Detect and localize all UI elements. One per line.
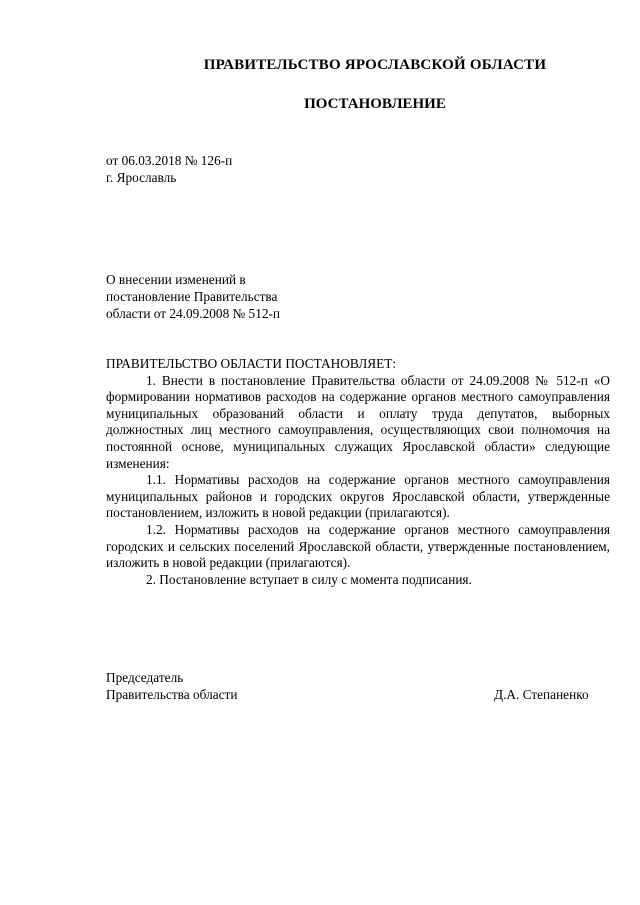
subject-line-2: постановление Правительства [106,289,278,304]
city: г. Ярославль [106,170,177,185]
paragraph-2: 2. Постановление вступает в силу с момента подписания. [146,571,472,587]
paragraph-1-1: 1.1. Нормативы расходов на содержание органов местного самоуправления муниципальных районов и городских округов Ярославской области, утвержденные постановлением, изложить в новой редакции (прилагаются). [106,472,610,521]
date-number: от 06.03.2018 № 126-п [106,153,233,168]
government-title: ПРАВИТЕЛЬСТВО ЯРОСЛАВСКОЙ ОБЛАСТИ [203,57,547,73]
subject-line-3: области от 24.09.2008 № 512-п [106,306,281,321]
subject-line-1: О внесении изменений в [106,272,246,287]
resolves-heading: ПРАВИТЕЛЬСТВО ОБЛАСТИ ПОСТАНОВЛЯЕТ: [106,356,397,371]
paragraph-1-2: 1.2. Нормативы расходов на содержание органов местного самоуправления городских и сельских поселений Ярославской области, утвержденные постановлением, изложить в новой редакции (прилагаются). [106,521,610,571]
signature-title-2: Правительства области [106,687,238,702]
paragraph-1: 1. Внести в постановление Правительства области от 24.09.2008 № 512-п «О формировании нормативов расходов на содержание органов местного самоуправления муниципальных образований области и оплату труда депутатов, выборных должностных лиц местного самоуправления, осуществляющих свои полномочия на постоянной основе, муниципальных служащих Ярославской области» следующие изменения: [106,372,610,471]
document-body [106,356,610,588]
signature-name: Д.А. Степаненко [494,687,589,702]
signature-title-1: Председатель [106,670,184,685]
document-type: ПОСТАНОВЛЕНИЕ [304,96,446,112]
